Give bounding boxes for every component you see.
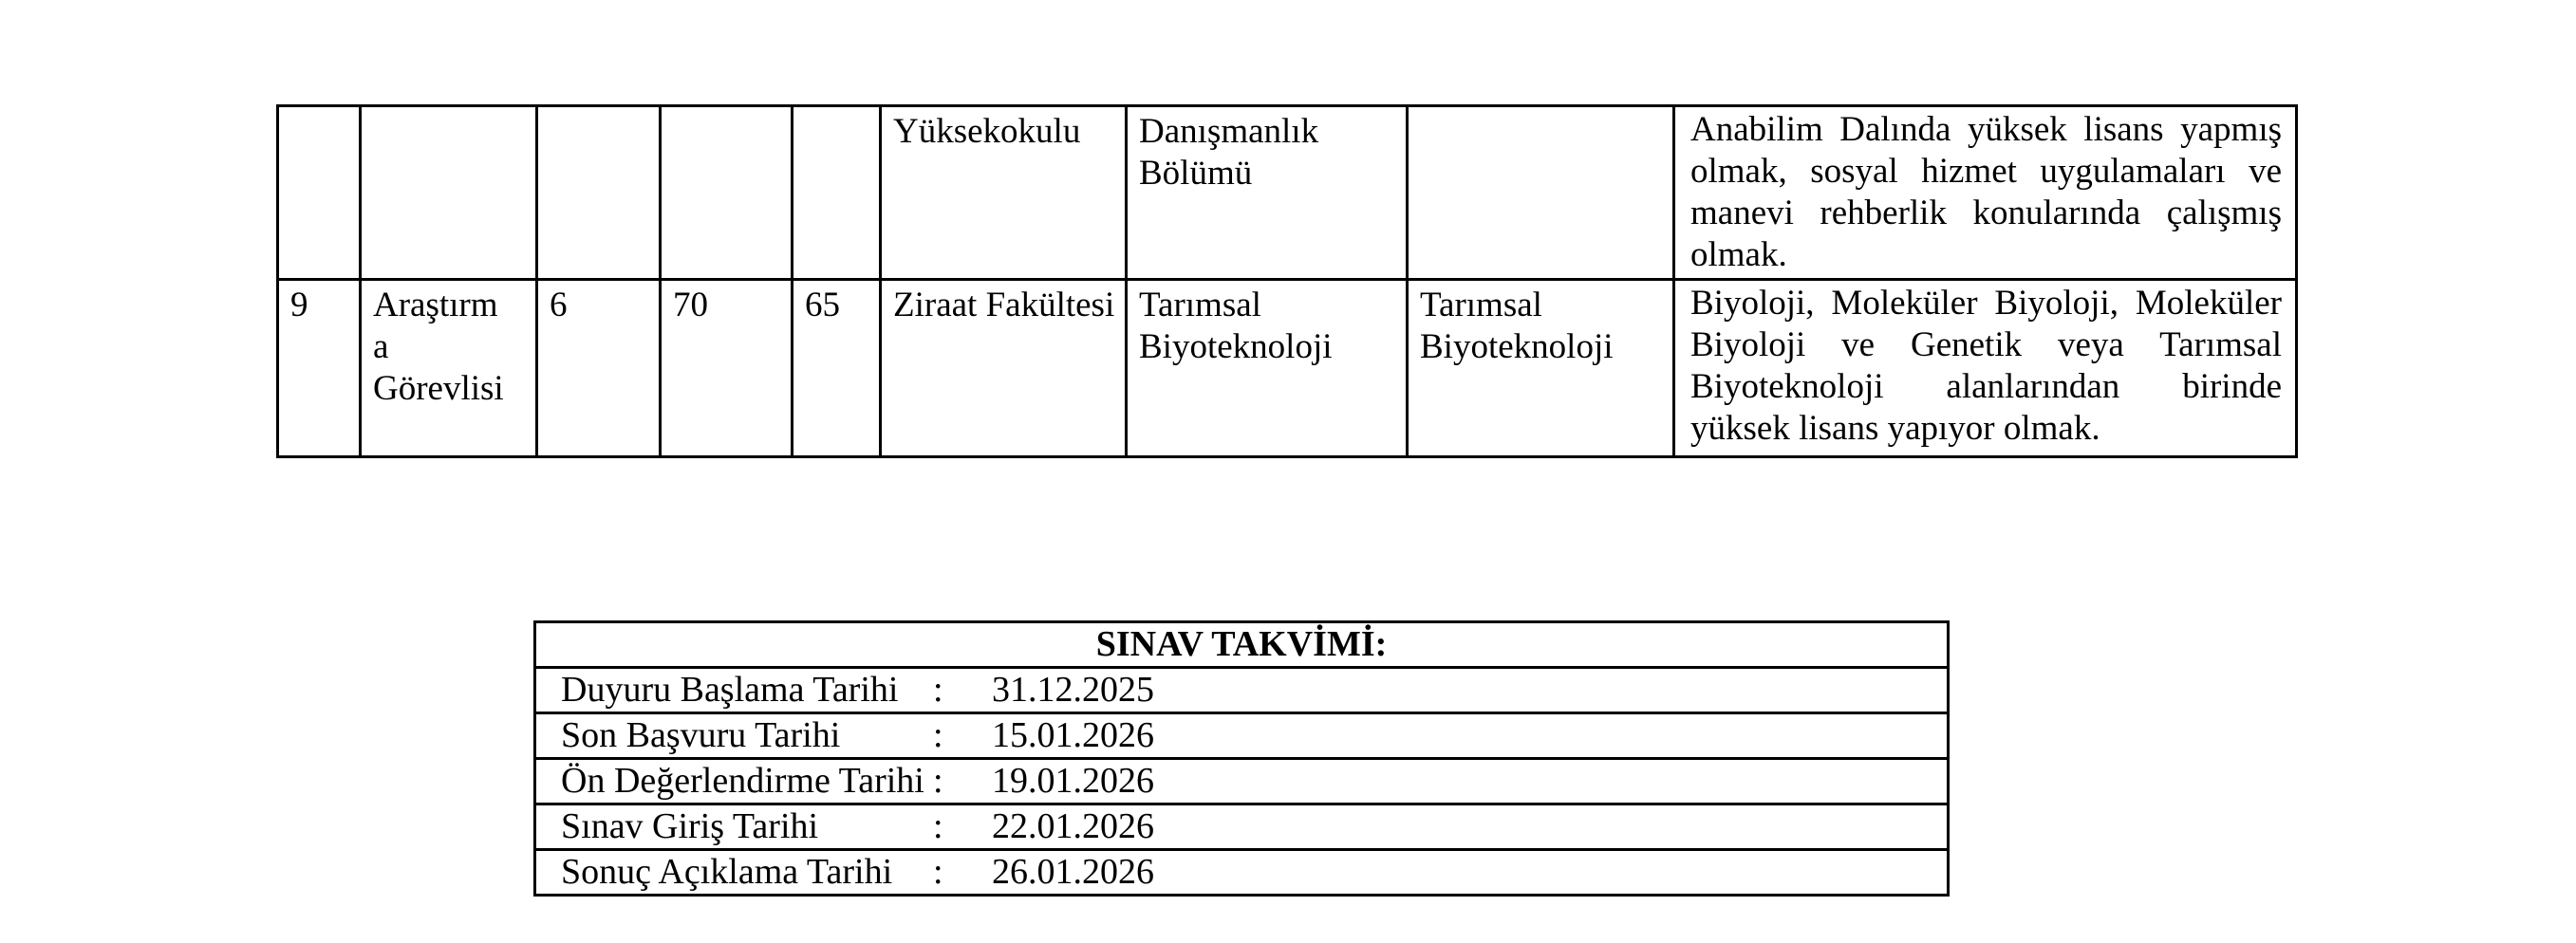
calendar-row [535,713,1949,759]
calendar-label: Sınav Giriş Tarihi [561,806,819,846]
position-title-text: Araştırma Görevlisi [373,286,504,408]
calendar-row [535,668,1949,713]
cell-quota [537,106,661,280]
cell-quota: 6 [537,280,661,457]
cell-score-2: 65 [793,280,881,457]
cell-position-title [361,280,537,457]
calendar-date: 19.01.2026 [992,761,1154,801]
calendar-colon: : [933,761,943,801]
calendar-date: 31.12.2025 [992,670,1154,710]
calendar-colon: : [933,715,943,755]
calendar-cell [535,713,1949,759]
cell-department: Danışmanlık Bölümü [1127,106,1408,280]
cell-department: Tarımsal Biyoteknoloji [1127,280,1408,457]
cell-score-1: 70 [661,280,793,457]
cell-faculty: Yüksekokulu [881,106,1127,280]
calendar-colon: : [933,806,943,846]
positions-row-partial [278,106,2297,280]
cell-program: Tarımsal Biyoteknoloji [1408,280,1674,457]
calendar-cell [535,759,1949,804]
cell-position-title [361,106,537,280]
cell-score-2 [793,106,881,280]
calendar-title-row [535,622,1949,668]
calendar-row [535,759,1949,804]
cell-program [1408,106,1674,280]
calendar-cell [535,668,1949,713]
calendar-label: Sonuç Açıklama Tarihi [561,852,893,892]
calendar-row [535,804,1949,850]
calendar-title: SINAV TAKVİMİ: [535,622,1949,668]
calendar-label: Son Başvuru Tarihi [561,715,841,755]
calendar-label: Duyuru Başlama Tarihi [561,670,899,710]
calendar-date: 26.01.2026 [992,852,1154,892]
calendar-colon: : [933,670,943,710]
cell-requirements: Anabilim Dalında yüksek lisans yapmış olmak, sosyal hizmet uygulamaları ve manevi rehberlik konularında çalışmış olmak. [1674,106,2297,280]
calendar-row [535,850,1949,896]
positions-table [276,104,2298,458]
cell-score-1 [661,106,793,280]
cell-row-number [278,106,361,280]
exam-calendar-table [533,620,1950,897]
cell-faculty: Ziraat Fakültesi [881,280,1127,457]
positions-row-9 [278,280,2297,457]
calendar-label: Ön Değerlendirme Tarihi [561,761,924,801]
calendar-cell [535,850,1949,896]
calendar-date: 15.01.2026 [992,715,1154,755]
calendar-date: 22.01.2026 [992,806,1154,846]
cell-row-number: 9 [278,280,361,457]
calendar-colon: : [933,852,943,892]
calendar-cell [535,804,1949,850]
cell-requirements: Biyoloji, Moleküler Biyoloji, Moleküler Biyoloji ve Genetik veya Tarımsal Biyoteknoloji alanlarından birinde yüksek lisans yapıyor olmak. [1674,280,2297,457]
